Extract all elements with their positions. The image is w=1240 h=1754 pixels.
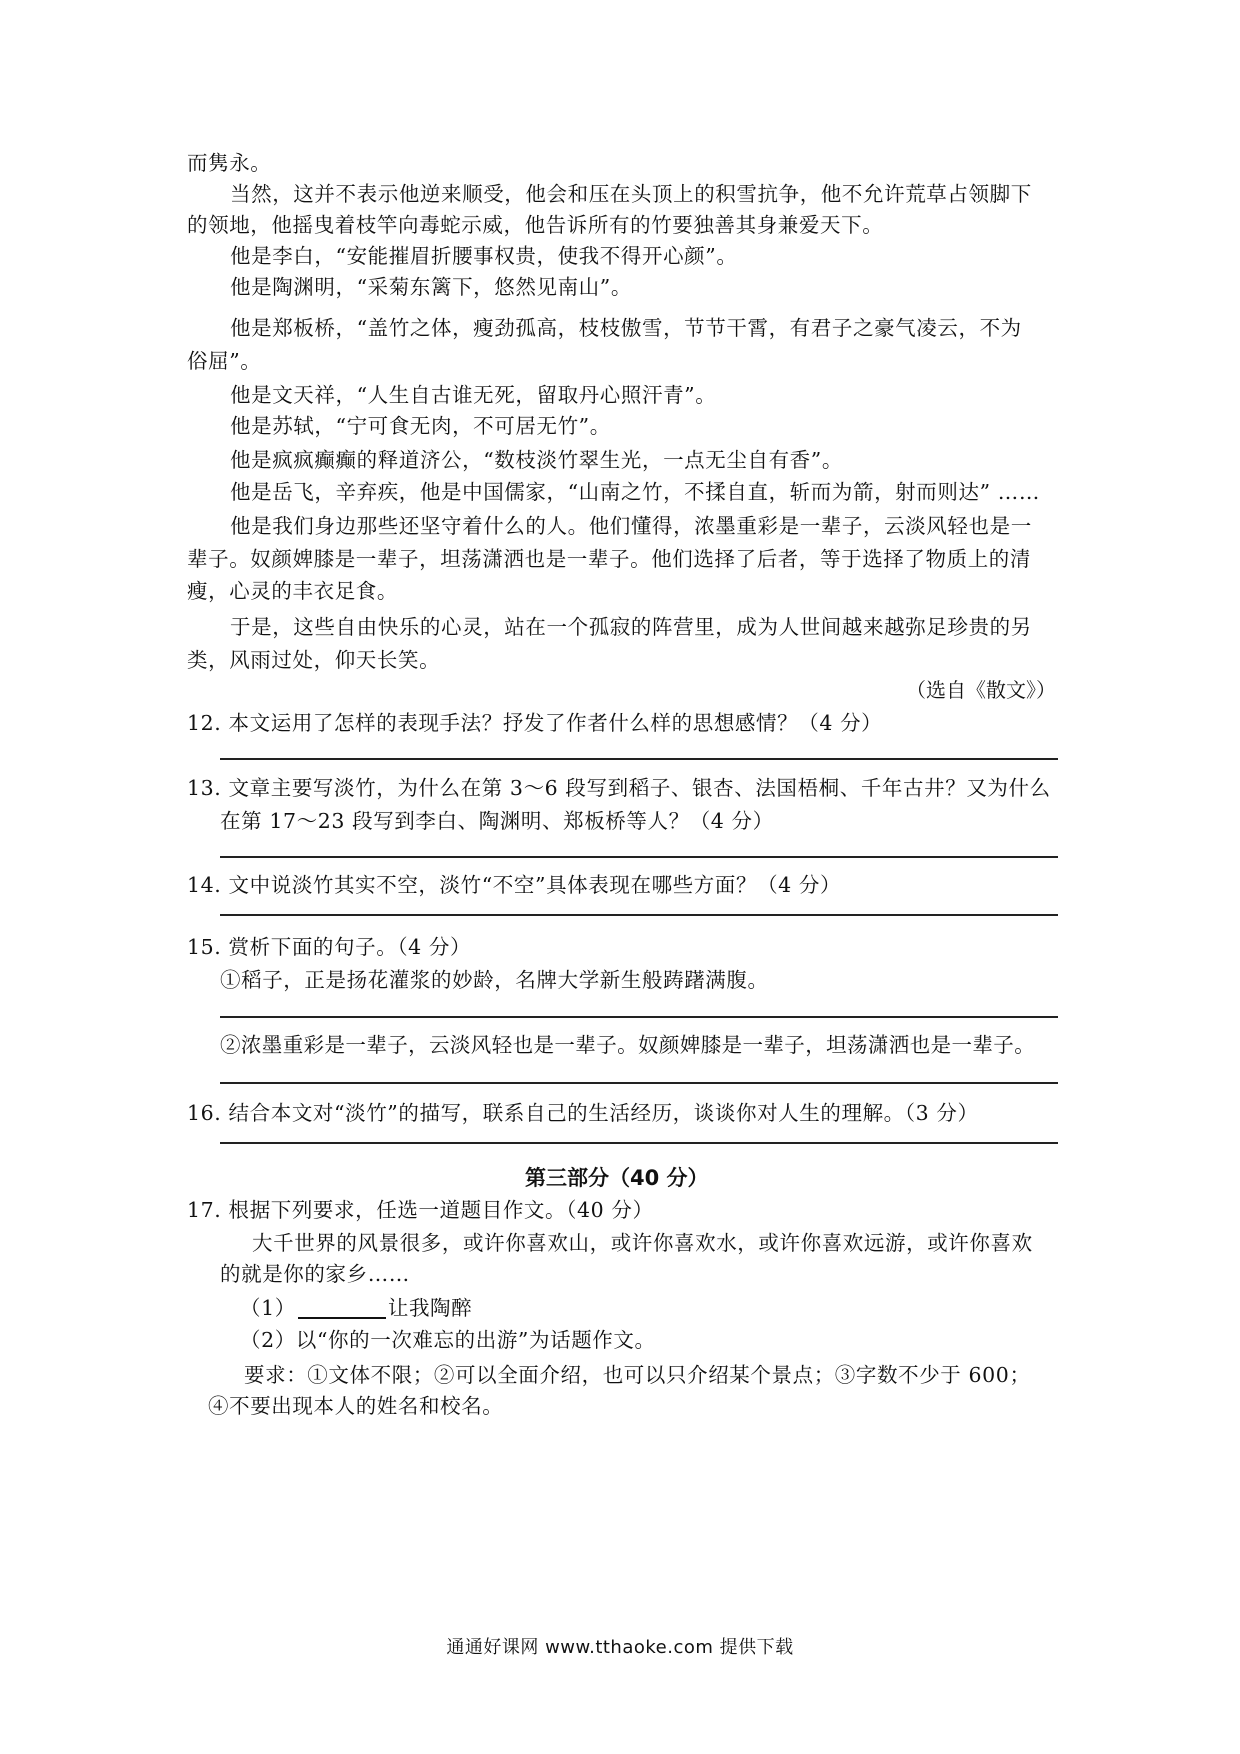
- passage-line: 他是李白，“安能摧眉折腰事权贵，使我不得开心颜”。: [230, 244, 738, 268]
- option-1-text: 让我陶醉: [387, 1296, 473, 1320]
- question-13: 13. 文章主要写淡竹，为什么在第 3～6 段写到稻子、银杏、法国梧桐、千年古井？又为什么: [187, 776, 1051, 800]
- answer-line: [220, 1082, 1058, 1084]
- question-16: 16. 结合本文对“淡竹”的描写，联系自己的生活经历，谈谈你对人生的理解。（3 分）: [187, 1101, 979, 1125]
- answer-line: [220, 1142, 1058, 1144]
- question-12: 12. 本文运用了怎样的表现手法？抒发了作者什么样的思想感情？（4 分）: [187, 711, 883, 735]
- passage-line: 的领地，他摇曳着枝竿向毒蛇示威，他告诉所有的竹要独善其身兼爱天下。: [187, 213, 884, 237]
- answer-line: [220, 856, 1058, 858]
- question-13-cont: 在第 17～23 段写到李白、陶渊明、郑板桥等人？（4 分）: [220, 809, 774, 833]
- passage-line: 当然，这并不表示他逆来顺受，他会和压在头顶上的积雪抗争，他不允许荒草占领脚下: [230, 182, 1032, 206]
- question-14: 14. 文中说淡竹其实不空，淡竹“不空”具体表现在哪些方面？（4 分）: [187, 873, 842, 897]
- passage-line: 于是，这些自由快乐的心灵，站在一个孤寂的阵营里，成为人世间越来越弥足珍贵的另: [230, 615, 1032, 639]
- passage-line: 他是文天祥，“人生自古谁无死，留取丹心照汗青”。: [230, 383, 717, 407]
- requirements-line: 要求：①文体不限；②可以全面介绍，也可以只介绍某个景点；③字数不少于 600；: [244, 1363, 1031, 1387]
- option-1: [240, 1293, 472, 1323]
- passage-line: 类，风雨过处，仰天长笑。: [187, 648, 441, 672]
- question-15-sentence-1: ①稻子，正是扬花灌浆的妙龄，名牌大学新生般踌躇满腹。: [220, 968, 769, 992]
- question-15: 15. 赏析下面的句子。（4 分）: [187, 935, 472, 959]
- passage-line: 他是苏轼，“宁可食无肉，不可居无竹”。: [230, 414, 611, 438]
- source-citation: （选自《散文》）: [906, 678, 1056, 702]
- requirements-line: ④不要出现本人的姓名和校名。: [208, 1394, 504, 1418]
- fill-blank: [298, 1297, 386, 1319]
- passage-line: 而隽永。: [187, 151, 272, 175]
- passage-line: 辈子。奴颜婢膝是一辈子，坦荡潇洒也是一辈子。他们选择了后者，等于选择了物质上的清: [187, 547, 1031, 571]
- passage-line: 瘦，心灵的丰衣足食。: [187, 579, 398, 603]
- answer-line: [220, 1016, 1058, 1018]
- passage-line: 他是疯疯癫癫的释道济公，“数枝淡竹翠生光，一点无尘自有香”。: [230, 448, 843, 472]
- passage-line: 他是岳飞，辛弃疾，他是中国儒家，“山南之竹，不揉自直，斩而为箭，射而则达” ……: [230, 480, 1040, 504]
- option-1-number: （1）: [240, 1296, 296, 1320]
- option-2: （2）以“你的一次难忘的出游”为话题作文。: [240, 1328, 656, 1352]
- passage-line: 他是陶渊明，“采菊东篱下，悠然见南山”。: [230, 275, 632, 299]
- passage-line: 他是郑板桥，“盖竹之体，瘦劲孤高，枝枝傲雪，节节干霄，有君子之豪气凌云，不为: [230, 316, 1022, 340]
- passage-line: 俗屈”。: [187, 349, 262, 373]
- question-15-sentence-2: ②浓墨重彩是一辈子，云淡风轻也是一辈子。奴颜婢膝是一辈子，坦荡潇洒也是一辈子。: [220, 1033, 1036, 1057]
- answer-line: [220, 914, 1058, 916]
- prompt-line: 大千世界的风景很多，或许你喜欢山，或许你喜欢水，或许你喜欢远游，或许你喜欢: [252, 1231, 1033, 1255]
- prompt-line: 的就是你的家乡……: [220, 1262, 410, 1286]
- answer-line: [220, 758, 1058, 760]
- section-title: 第三部分（40 分）: [525, 1166, 709, 1190]
- footer-credit: 通通好课网 www.tthaoke.com 提供下载: [446, 1637, 794, 1658]
- question-17: 17. 根据下列要求，任选一道题目作文。（40 分）: [187, 1198, 654, 1222]
- passage-line: 他是我们身边那些还坚守着什么的人。他们懂得，浓墨重彩是一辈子，云淡风轻也是一: [230, 514, 1032, 538]
